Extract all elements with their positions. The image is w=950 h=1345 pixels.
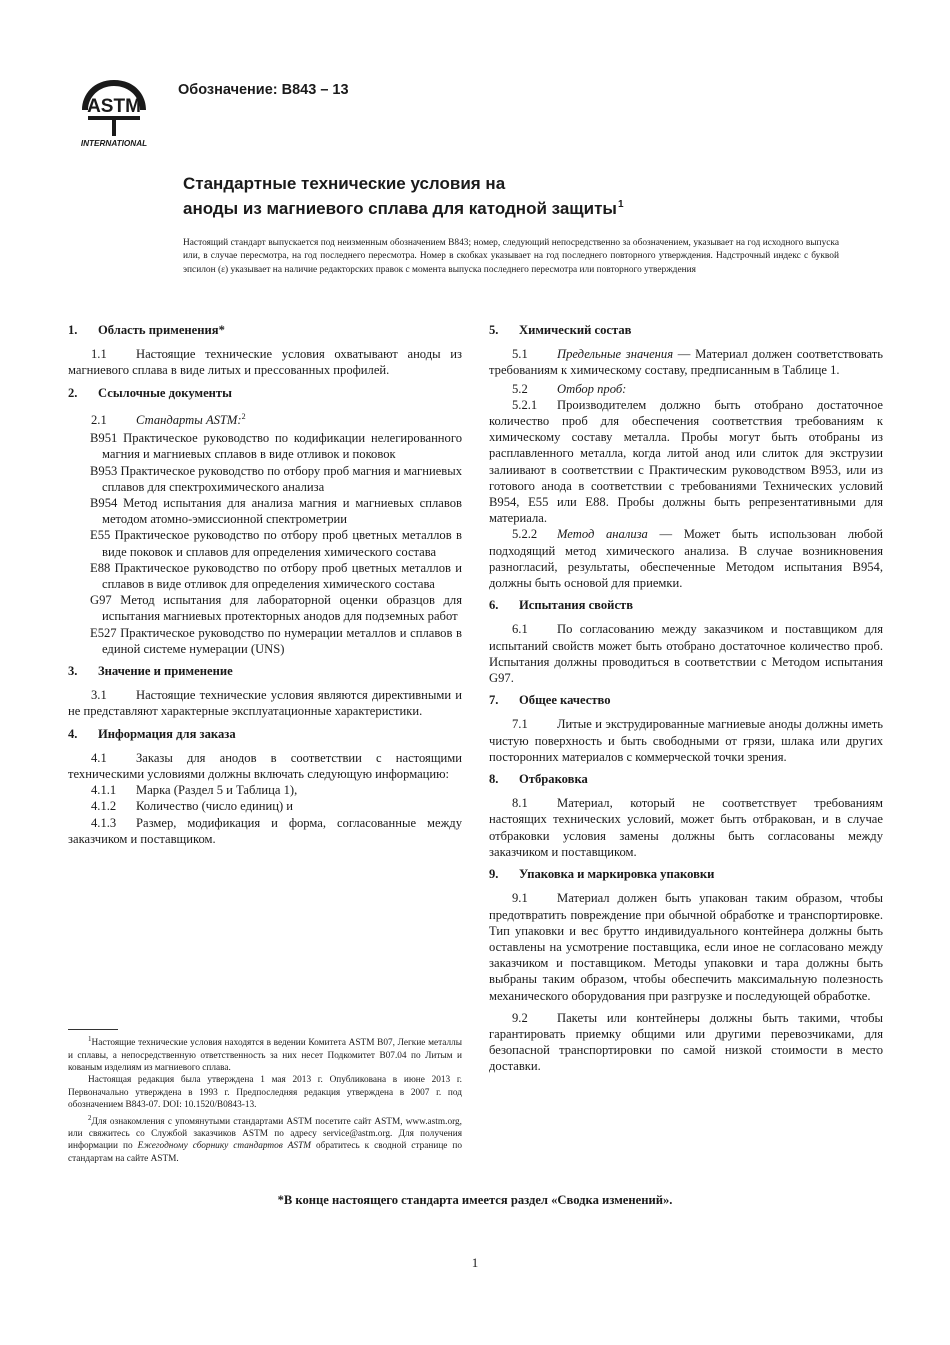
document-title: [183, 173, 743, 219]
reference-item: B954 Метод испытания для анализа магния и магниевых сплавов методом атомно-эмиссионной спектрометрии: [90, 496, 462, 527]
paragraph: 8.1 Материал, который не соответствует требованиям настоящих технических условий, может быть отбракован, и в случае отбраковки условия замены должны быть согласованы между заказчиком и поставщиком.: [489, 796, 883, 859]
paragraph: 7.1 Литые и экструдированные магниевые аноды должны иметь чистую поверхность и быть свободными от грязи, шлака или других посторонних материалов с коммерческой точки зрения.: [489, 717, 883, 764]
reference-item: G97 Метод испытания для лабораторной оценки образцов для испытания магниевых протекторных анодов для подземных работ: [90, 593, 462, 624]
footnotes: [68, 1033, 462, 1165]
logo-text: ASTM: [87, 96, 141, 117]
section-heading: 7. Общее качество: [489, 693, 611, 708]
paragraph: 4.1.2 Количество (число единиц) и: [91, 799, 294, 814]
logo-subtext: INTERNATIONAL: [80, 139, 148, 148]
title-line-2: аноды из магниевого сплава для катодной защиты: [183, 199, 617, 218]
paragraph: 3.1 Настоящие технические условия являются директивными и не представляют характерные эксплуатационные характеристики.: [68, 688, 462, 719]
reference-item: B951 Практическое руководство по кодификации нелегированного магния и магниевых сплавов в виде отливок и поковок: [90, 431, 462, 462]
section-heading: 5. Химический состав: [489, 323, 632, 337]
section-heading: 2. Ссылочные документы: [68, 385, 232, 400]
astm-logo: [74, 76, 154, 148]
reference-item: E55 Практическое руководство по отбору проб цветных металлов в виде поковок и сплавов для определения химического состава: [90, 528, 462, 559]
paragraph: 9.1 Материал должен быть упакован таким образом, чтобы предотвратить повреждение при обычной обработке и транспортировке. Тип упаковки и вес брутто индивидуального контейнера должны быть оставлены на усмотрение поставщика, если иное не согласовано между заказчиком и поставщиком. Методы упаковки и тара должны быть выбраны таким образом, чтобы обеспечить максимальную полезность механического оборудования при разгрузке и последующей обработке.: [489, 891, 883, 1003]
designation: Обозначение: B843 – 13: [178, 82, 349, 98]
section-heading: 6. Испытания свойств: [489, 598, 634, 613]
paragraph: 1.1 Настоящие технические условия охватывают аноды из магниевого сплава в виде литых и прессованных профилей.: [68, 347, 462, 378]
intro-paragraph: Настоящий стандарт выпускается под неизменным обозначением B843; номер, следующий непосредственно за обозначением, указывает на год исходного выпуска или, в случае пересмотра, на год последнего пересмотра. Номер в скобках указывает на год последнего повторного утверждения. Надстрочный индекс с буквой эпсилон (ε) указывает на наличие редакторских правок с момента выпуска последнего пересмотра или повторного утверждения: [183, 238, 839, 275]
title-line-1: Стандартные технические условия на: [183, 174, 506, 193]
section-heading: 8. Отбраковка: [489, 772, 588, 787]
footnote: Настоящая редакция была утверждена 1 мая 2013 г. Опубликована в июне 2013 г. Первоначально утверждена в 1993 г. Предпоследняя редакция утверждена в 2007 г. под обозначением B843-07. DOI: 10.1520/B0843-13.: [68, 1075, 462, 1111]
section-heading: 3. Значение и применение: [68, 664, 233, 679]
footnote: $^1$Настоящие технические условия находятся в ведении Комитета ASTM B07, Легкие металлы и сплавы, а непосредственную ответственность за них несет Подкомитет B07.04 по Литым и кованым изделиям из магниевого сплава.: [68, 1035, 462, 1073]
paragraph: 5.2.2 Метод анализа — Может быть использован любой подходящий метод химического анализа. В случае возникновения разногласий, результаты, обеспеченные Методом испытания B954, должны быть основой для приемки.: [489, 527, 884, 591]
paragraph: 2.1 Стандарты ASTM:$^2$: [91, 411, 246, 427]
paragraph: 6.1 По согласованию между заказчиком и поставщиком для испытаний свойств может быть отобрано достаточное количество проб. Испытания должны проводиться в соответствии с Методом испытания G97.: [489, 622, 883, 686]
footnote: $^2$Для ознакомления с упомянутыми стандартами ASTM посетите сайт ASTM, www.astm.org, или свяжитесь со Службой заказчиков ASTM по адресу service@astm.org. Для получения информации по Ежегодному сборнику стандартов ASTM обратитесь к сводной странице по стандартам на сайте ASTM.: [68, 1113, 463, 1164]
section-heading: 9. Упаковка и маркировка упаковки: [489, 867, 715, 882]
paragraph: 5.2.1 Производителем должно быть отобрано достаточное количество проб для обеспечения соответствия требованиям к химическому составу металла. Пробы могут быть отобраны из расплавленного металла, когда литой анод или слиток для экструзии залиивают в соответствии с Практическим руководством B953, или из готового анода в соответствии с требованиями Технических условий B954, E55 или E88. Пробы должны быть репрезентативными для материала.: [489, 397, 883, 526]
left-column: [68, 322, 462, 853]
page-number: 1: [471, 1255, 479, 1270]
section-heading: 1. Область применения*: [68, 323, 225, 337]
reference-item: B953 Практическое руководство по отбору проб магния и магниевых сплавов для спектрохимического анализа: [90, 463, 462, 494]
paragraph: 4.1.1 Марка (Раздел 5 и Таблица 1),: [91, 783, 298, 798]
paragraph: 5.1 Предельные значения — Материал должен соответствовать требованиям к химическому составу, предписанным в Таблице 1.: [489, 347, 883, 378]
reference-list: [68, 430, 462, 657]
footnote-divider: [68, 1029, 118, 1030]
reference-item: E527 Практическое руководство по нумерации металлов и сплавов в единой системе нумерации (UNS): [90, 625, 462, 656]
title-footnote-mark: 1: [617, 199, 624, 210]
paragraph: 4.1.3 Размер, модификация и форма, согласованные между заказчиком и поставщиком.: [68, 815, 462, 846]
summary-of-changes-note: *В конце настоящего стандарта имеется раздел «Сводка изменений».: [277, 1193, 673, 1207]
paragraph: 4.1 Заказы для анодов в соответствии с настоящими техническими условиями должны включать следующую информацию:: [68, 750, 462, 782]
section-heading: 4. Информация для заказа: [68, 726, 236, 741]
paragraph: 9.2 Пакеты или контейнеры должны быть такими, чтобы гарантировать приемку общими или другими перевозчиками, для безопасной транспортировки по самой низкой стоимости в место доставки.: [489, 1010, 883, 1074]
right-column: [489, 322, 883, 1081]
paragraph: 5.2 Отбор проб:: [512, 381, 627, 396]
reference-item: E88 Практическое руководство по отбору проб цветных металлов и сплавов в виде отливок для определения химического состава: [90, 560, 462, 592]
